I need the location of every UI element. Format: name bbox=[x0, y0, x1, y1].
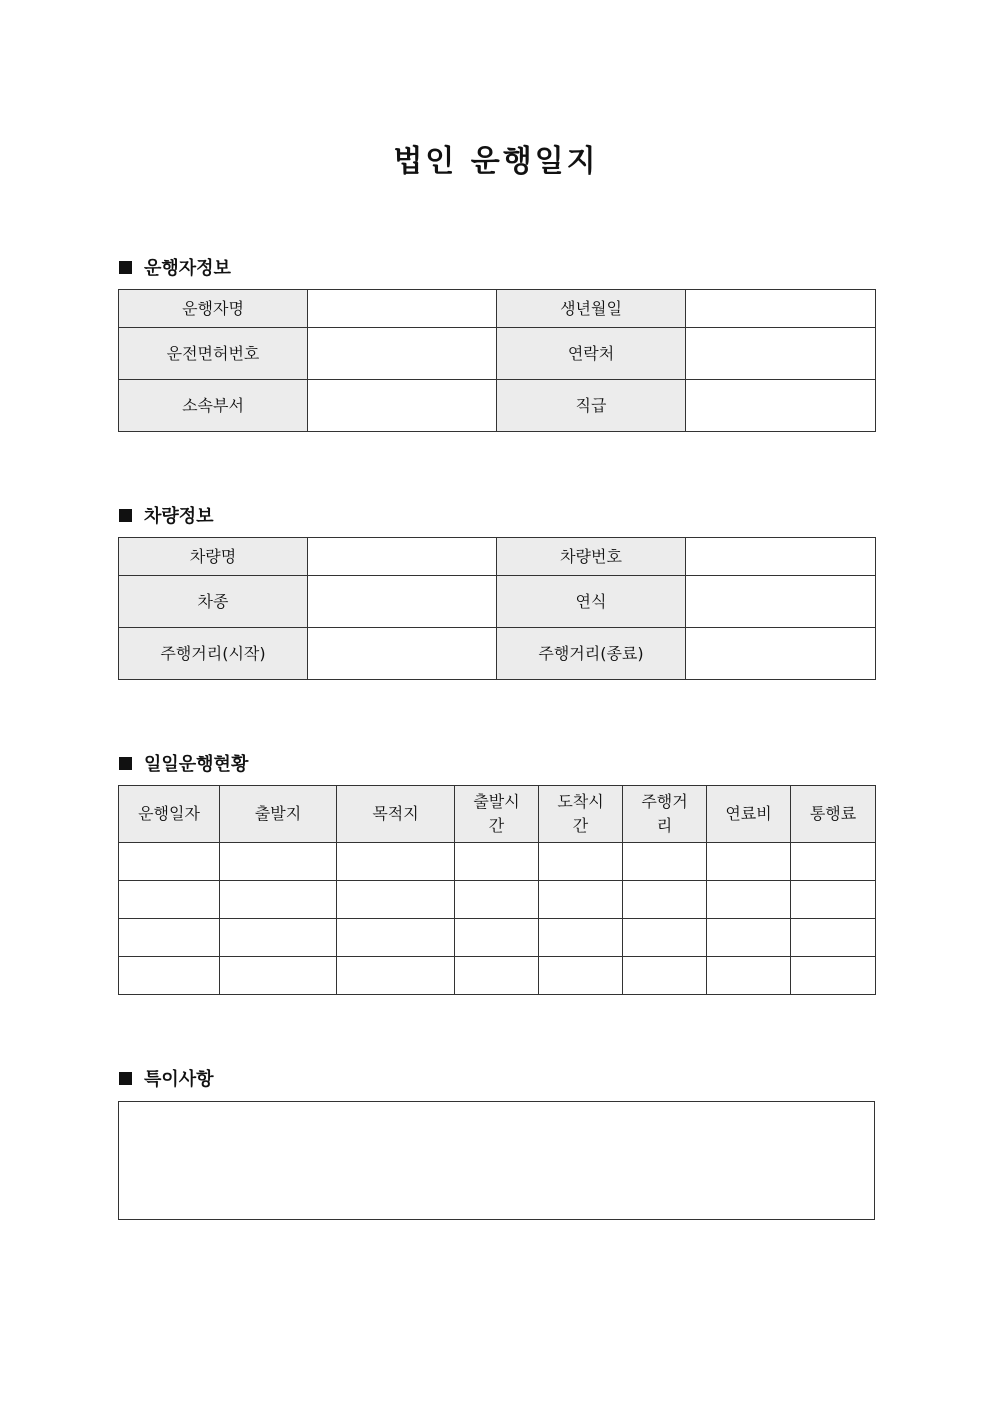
section-heading-vehicle bbox=[119, 502, 214, 528]
column-header-origin: 출발지 bbox=[220, 786, 337, 843]
section-heading-driver bbox=[119, 254, 231, 280]
plate-number-label: 차량번호 bbox=[497, 538, 686, 576]
table-cell[interactable] bbox=[455, 881, 539, 919]
table-cell[interactable] bbox=[119, 843, 220, 881]
column-header-fuel-cost: 연료비 bbox=[707, 786, 791, 843]
table-cell[interactable] bbox=[220, 919, 337, 957]
table-cell[interactable] bbox=[119, 881, 220, 919]
square-bullet-icon bbox=[119, 757, 132, 770]
table-cell[interactable] bbox=[455, 843, 539, 881]
department-label: 소속부서 bbox=[119, 380, 308, 432]
column-header-toll: 통행료 bbox=[791, 786, 876, 843]
driver-info-table bbox=[118, 289, 876, 432]
table-row bbox=[119, 881, 876, 919]
position-field[interactable] bbox=[686, 380, 876, 432]
square-bullet-icon bbox=[119, 1072, 132, 1085]
table-row bbox=[119, 843, 876, 881]
table-row bbox=[119, 538, 876, 576]
square-bullet-icon bbox=[119, 261, 132, 274]
daily-operation-table bbox=[118, 785, 876, 995]
table-cell[interactable] bbox=[539, 957, 623, 995]
plate-number-field[interactable] bbox=[686, 538, 876, 576]
mileage-end-label: 주행거리(종료) bbox=[497, 628, 686, 680]
table-cell[interactable] bbox=[337, 957, 455, 995]
vehicle-name-label: 차량명 bbox=[119, 538, 308, 576]
column-header-departure-time: 출발시 간 bbox=[455, 786, 539, 843]
table-cell[interactable] bbox=[119, 919, 220, 957]
section-heading-label: 특이사항 bbox=[144, 1069, 214, 1090]
vehicle-type-label: 차종 bbox=[119, 576, 308, 628]
table-cell[interactable] bbox=[791, 919, 876, 957]
mileage-start-label: 주행거리(시작) bbox=[119, 628, 308, 680]
table-row bbox=[119, 628, 876, 680]
birth-date-label: 생년월일 bbox=[497, 290, 686, 328]
table-cell[interactable] bbox=[119, 957, 220, 995]
table-row bbox=[119, 919, 876, 957]
vehicle-type-field[interactable] bbox=[308, 576, 497, 628]
notes-textarea[interactable] bbox=[118, 1101, 875, 1220]
table-header-row bbox=[119, 786, 876, 843]
model-year-label: 연식 bbox=[497, 576, 686, 628]
section-heading-notes bbox=[119, 1065, 214, 1091]
table-row bbox=[119, 290, 876, 328]
mileage-start-field[interactable] bbox=[308, 628, 497, 680]
section-heading-label: 일일운행현황 bbox=[144, 754, 249, 775]
vehicle-name-field[interactable] bbox=[308, 538, 497, 576]
table-cell[interactable] bbox=[337, 843, 455, 881]
table-row bbox=[119, 328, 876, 380]
table-cell[interactable] bbox=[220, 881, 337, 919]
column-header-arrival-time: 도착시 간 bbox=[539, 786, 623, 843]
column-header-distance: 주행거 리 bbox=[623, 786, 707, 843]
table-row bbox=[119, 957, 876, 995]
contact-field[interactable] bbox=[686, 328, 876, 380]
table-cell[interactable] bbox=[791, 843, 876, 881]
table-cell[interactable] bbox=[455, 957, 539, 995]
table-row bbox=[119, 380, 876, 432]
table-cell[interactable] bbox=[791, 881, 876, 919]
table-cell[interactable] bbox=[623, 957, 707, 995]
table-cell[interactable] bbox=[337, 881, 455, 919]
section-heading-daily bbox=[119, 750, 248, 776]
driver-name-label: 운행자명 bbox=[119, 290, 308, 328]
page-title: 법인 운행일지 bbox=[393, 144, 599, 179]
table-cell[interactable] bbox=[539, 843, 623, 881]
position-label: 직급 bbox=[497, 380, 686, 432]
driver-name-field[interactable] bbox=[308, 290, 497, 328]
license-number-label: 운전면허번호 bbox=[119, 328, 308, 380]
table-cell[interactable] bbox=[791, 957, 876, 995]
table-cell[interactable] bbox=[623, 843, 707, 881]
table-cell[interactable] bbox=[539, 881, 623, 919]
table-cell[interactable] bbox=[707, 957, 791, 995]
mileage-end-field[interactable] bbox=[686, 628, 876, 680]
license-number-field[interactable] bbox=[308, 328, 497, 380]
table-cell[interactable] bbox=[707, 843, 791, 881]
column-header-date: 운행일자 bbox=[119, 786, 220, 843]
table-cell[interactable] bbox=[707, 919, 791, 957]
vehicle-info-table bbox=[118, 537, 876, 680]
table-cell[interactable] bbox=[337, 919, 455, 957]
table-cell[interactable] bbox=[220, 843, 337, 881]
square-bullet-icon bbox=[119, 509, 132, 522]
department-field[interactable] bbox=[308, 380, 497, 432]
table-cell[interactable] bbox=[623, 919, 707, 957]
column-header-destination: 목적지 bbox=[337, 786, 455, 843]
table-cell[interactable] bbox=[623, 881, 707, 919]
table-cell[interactable] bbox=[539, 919, 623, 957]
model-year-field[interactable] bbox=[686, 576, 876, 628]
table-cell[interactable] bbox=[707, 881, 791, 919]
table-cell[interactable] bbox=[455, 919, 539, 957]
contact-label: 연락처 bbox=[497, 328, 686, 380]
section-heading-label: 운행자정보 bbox=[144, 258, 231, 279]
table-row bbox=[119, 576, 876, 628]
birth-date-field[interactable] bbox=[686, 290, 876, 328]
section-heading-label: 차량정보 bbox=[144, 506, 214, 527]
table-cell[interactable] bbox=[220, 957, 337, 995]
